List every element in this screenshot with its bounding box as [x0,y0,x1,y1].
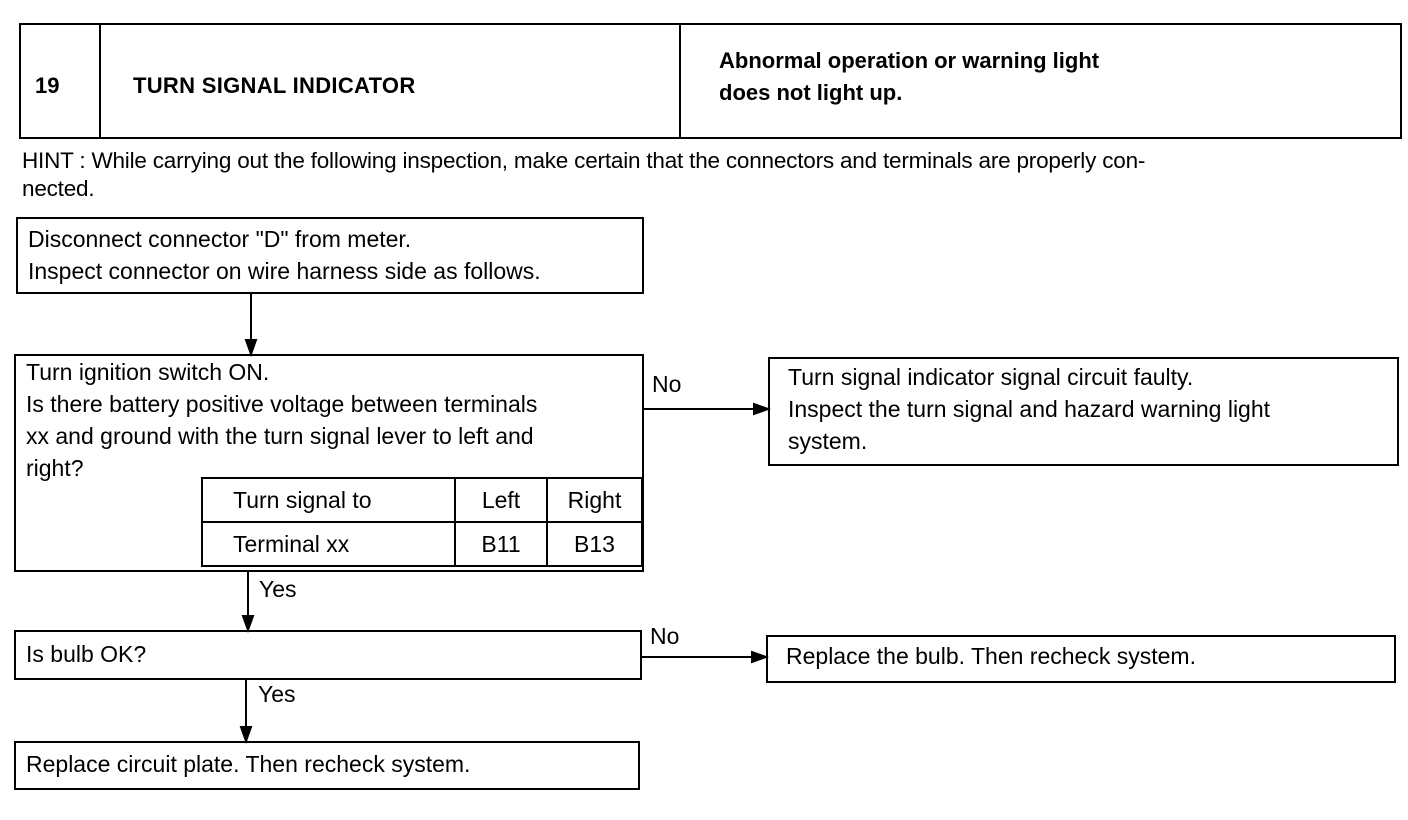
branch-no-label: No [652,371,682,397]
result-line: Inspect the turn signal and hazard warning light [788,396,1271,422]
branch-yes-label: Yes [259,576,297,602]
arrowhead-down-icon [241,727,251,741]
arrowhead-down-icon [246,340,256,354]
symptom-line: does not light up. [719,80,903,105]
symptom-line: Abnormal operation or warning light [719,48,1100,73]
step-line: Inspect connector on wire harness side as follows. [28,258,541,284]
step-line: Disconnect connector "D" from meter. [28,226,412,252]
branch-no-label: No [650,623,680,649]
step-line: xx and ground with the turn signal lever to left and [26,423,534,449]
table-cell: B11 [455,522,547,566]
step-line: Is there battery positive voltage between terminals [26,391,538,417]
result-text: Replace the bulb. Then recheck system. [786,643,1196,669]
arrowhead-right-icon [752,652,766,662]
step-text: Is bulb OK? [26,641,147,667]
table-cell: Left [455,478,547,522]
section-number: 19 [35,73,60,98]
arrowhead-right-icon [754,404,768,414]
arrowhead-down-icon [243,616,253,630]
result-line: Turn signal indicator signal circuit faulty. [788,364,1194,390]
section-title: TURN SIGNAL INDICATOR [133,73,416,98]
result-line: system. [788,428,868,454]
step-line: Turn ignition switch ON. [26,359,270,385]
table-cell: Right [547,478,642,522]
table-cell: Turn signal to [202,478,455,522]
branch-yes-label: Yes [258,681,296,707]
result-text: Replace circuit plate. Then recheck system. [26,751,471,777]
table-cell: Terminal xx [202,522,455,566]
hint-line: nected. [22,176,95,201]
table-cell: B13 [547,522,642,566]
hint-line: HINT : While carrying out the following inspection, make certain that the connectors and terminals are properly con- [22,148,1146,173]
step-line: right? [26,455,84,481]
